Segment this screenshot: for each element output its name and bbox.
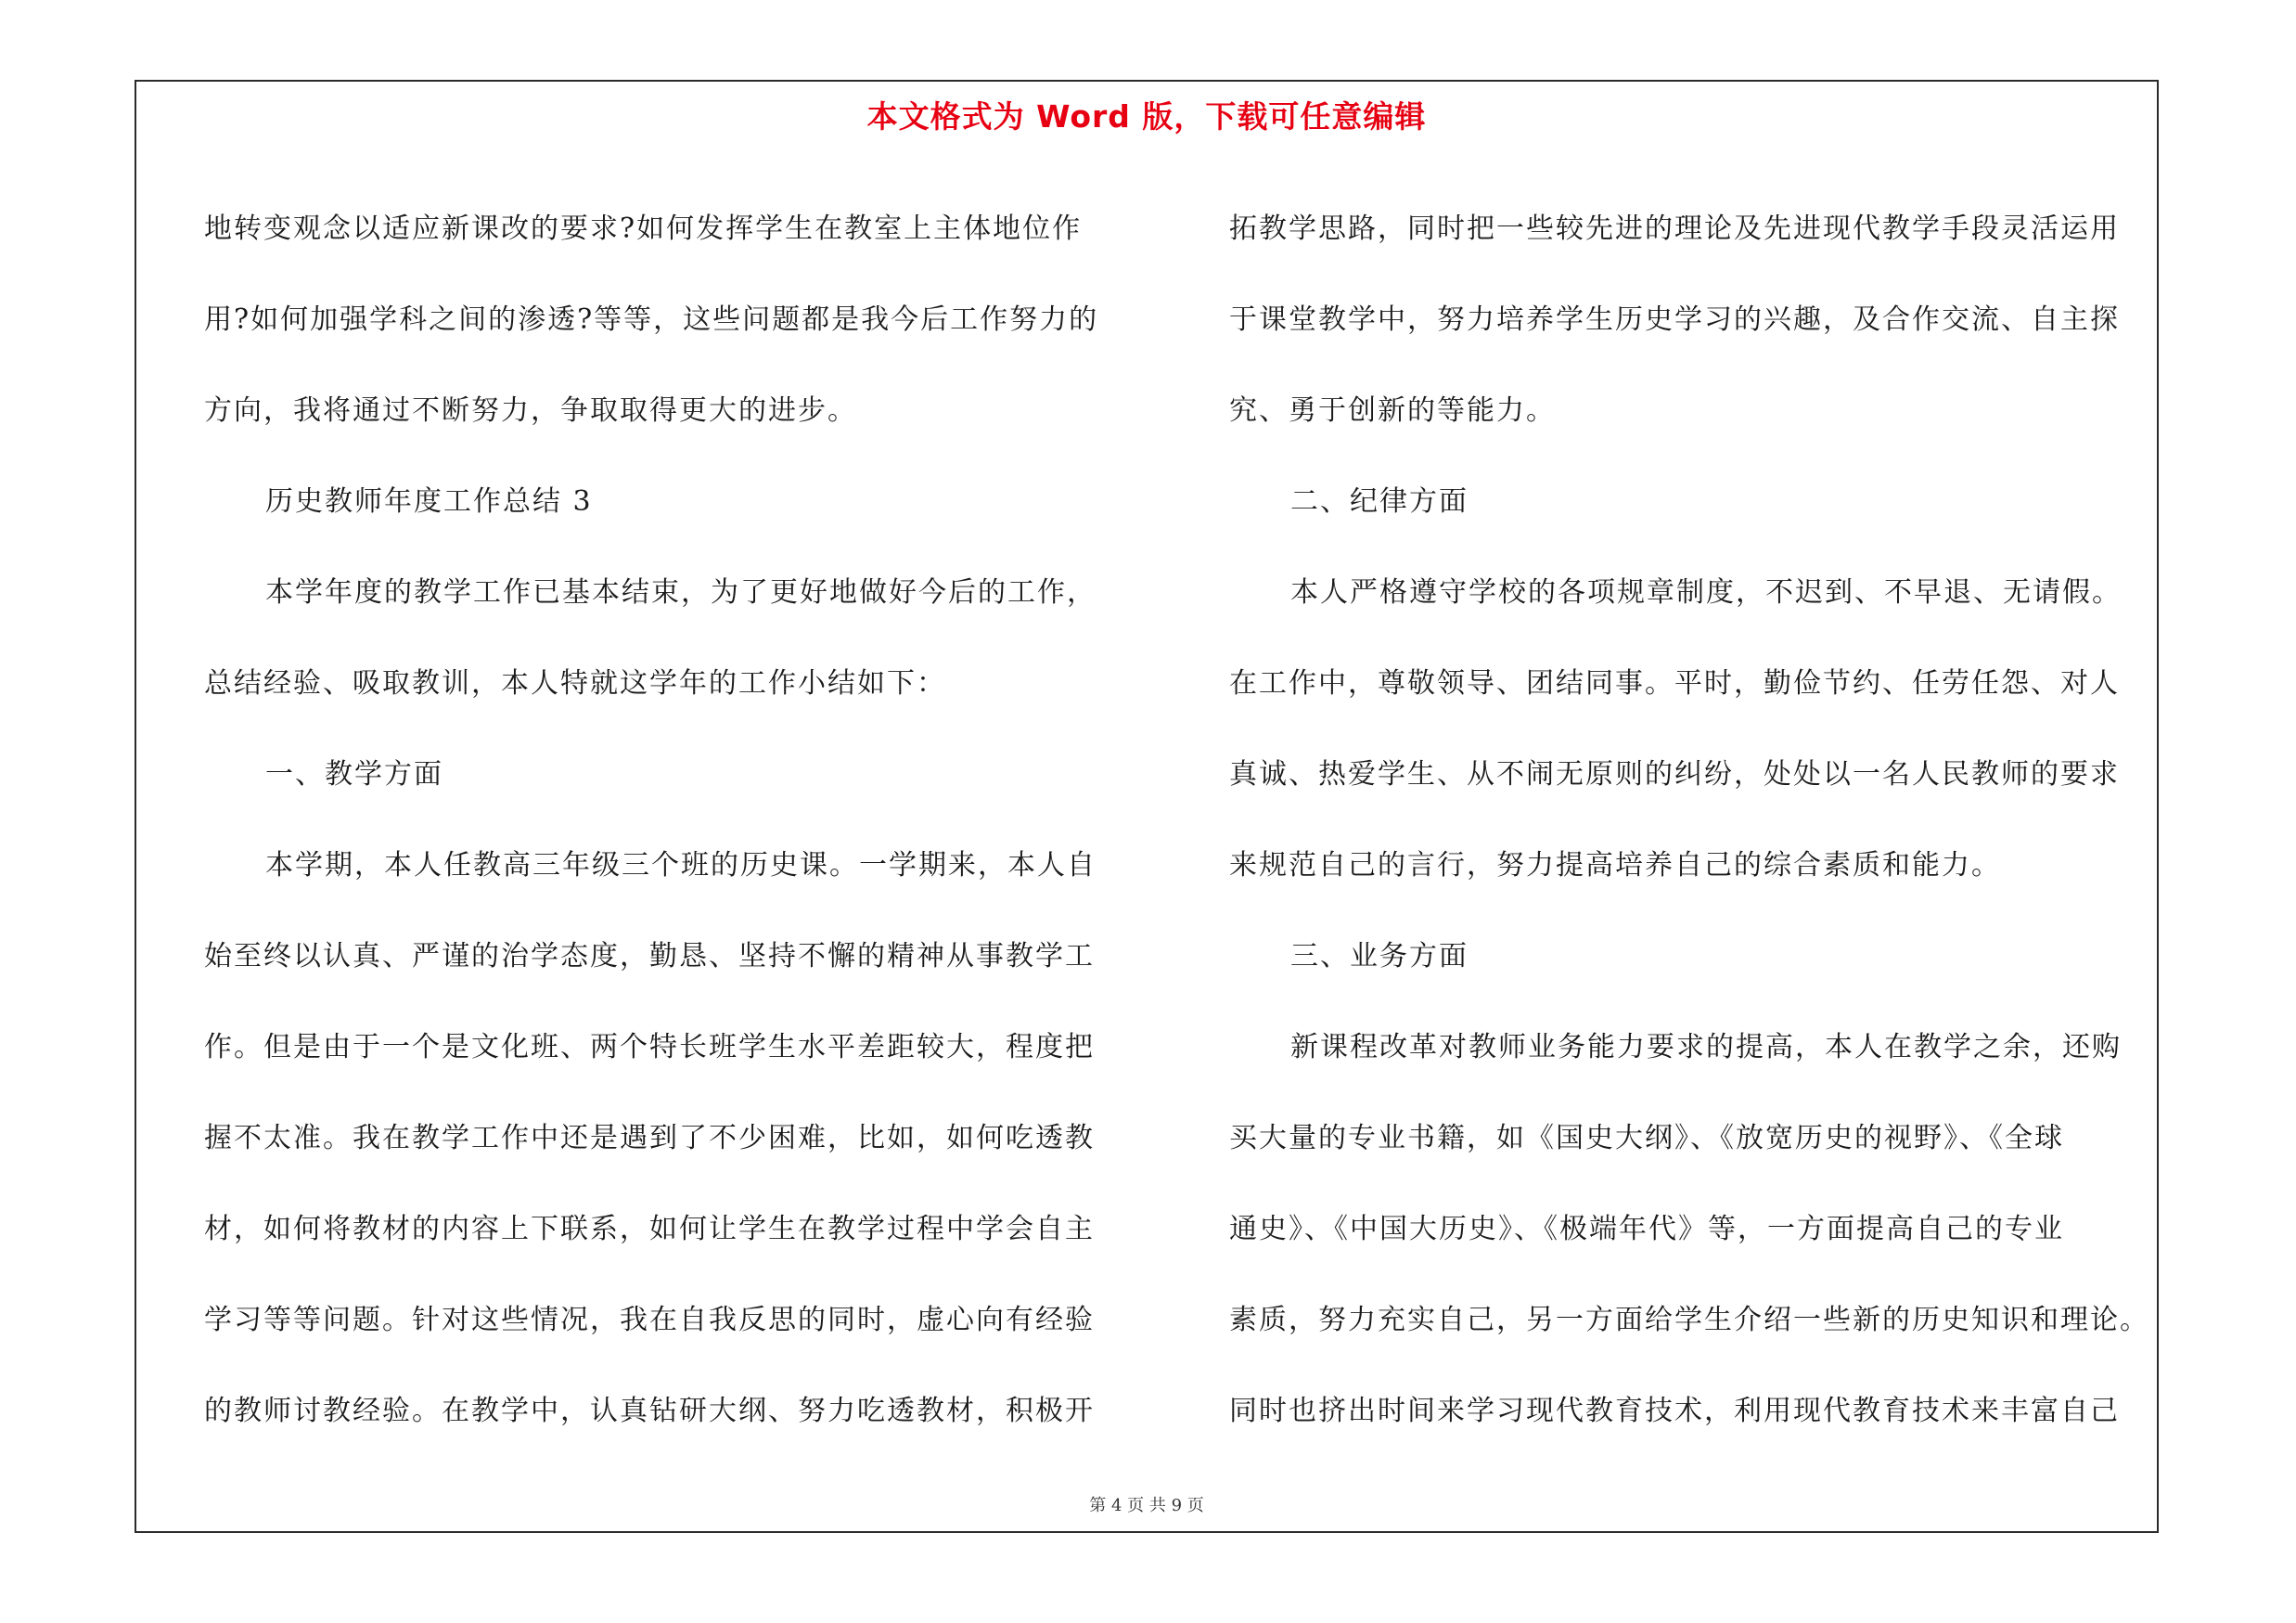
right-text-column [1229, 184, 2152, 1457]
text-line: 用?如何加强学科之间的渗透?等等，这些问题都是我今后工作努力的 [204, 303, 1099, 336]
text-line: 本学期，本人任教高三年级三个班的历史课。一学期来，本人自 [265, 849, 1097, 882]
text-line: 材，如何将教材的内容上下联系，如何让学生在教学过程中学会自主 [204, 1213, 1095, 1245]
text-line: 握不太准。我在教学工作中还是遇到了不少困难，比如，如何吃透教 [204, 1122, 1095, 1154]
text-line: 本人严格遵守学校的各项规章制度，不迟到、不早退、无请假。 [1290, 576, 2122, 609]
text-line: 来规范自己的言行，努力提高培养自己的综合素质和能力。 [1229, 849, 2001, 882]
text-line: 总结经验、吸取教训，本人特就这学年的工作小结如下： [204, 667, 946, 700]
text-line: 于课堂教学中，努力培养学生历史学习的兴趣，及合作交流、自主探 [1229, 303, 2120, 336]
header-banner: 本文格式为 Word 版，下载可任意编辑 [866, 98, 1427, 135]
text-line: 同时也挤出时间来学习现代教育技术，利用现代教育技术来丰富自己 [1229, 1395, 2120, 1427]
text-line: 作。但是由于一个是文化班、两个特长班学生水平差距较大，程度把 [204, 1031, 1095, 1063]
text-line: 在工作中，尊敬领导、团结同事。平时，勤俭节约、任劳任怨、对人 [1229, 667, 2120, 700]
text-line: 地转变观念以适应新课改的要求?如何发挥学生在教室上主体地位作 [204, 213, 1083, 245]
text-line: 始至终以认真、严谨的治学态度，勤恳、坚持不懈的精神从事教学工 [204, 940, 1095, 973]
left-text-column [204, 184, 1127, 1457]
section-title: 历史教师年度工作总结 3 [265, 485, 593, 518]
body-paragraph [204, 184, 1127, 1457]
text-line: 学习等等问题。针对这些情况，我在自我反思的同时，虚心向有经验 [204, 1304, 1095, 1336]
text-line: 买大量的专业书籍，如《国史大纲》、《放宽历史的视野》、《全球 [1229, 1122, 2064, 1154]
text-line: 新课程改革对教师业务能力要求的提高，本人在教学之余，还购 [1290, 1031, 2122, 1063]
text-line: 拓教学思路，同时把一些较先进的理论及先进现代教学手段灵活运用 [1229, 213, 2120, 245]
text-line: 素质，努力充实自己，另一方面给学生介绍一些新的历史知识和理论。 [1229, 1304, 2149, 1336]
text-line: 的教师讨教经验。在教学中，认真钻研大纲、努力吃透教材，积极开 [204, 1395, 1095, 1427]
page-number-footer: 第 4 页 共 9 页 [1089, 1496, 1204, 1515]
document-page [135, 80, 2159, 1533]
text-line: 真诚、热爱学生、从不闹无原则的纠纷，处处以一名人民教师的要求 [1229, 758, 2120, 791]
section-heading: 一、教学方面 [265, 758, 443, 791]
text-line: 本学年度的教学工作已基本结束，为了更好地做好今后的工作， [265, 576, 1097, 609]
section-heading: 二、纪律方面 [1290, 485, 1469, 518]
text-line: 究、勇于创新的等能力。 [1229, 394, 1556, 427]
text-line: 方向，我将通过不断努力，争取取得更大的进步。 [204, 394, 857, 427]
text-line: 通史》、《中国大历史》、《极端年代》等，一方面提高自己的专业 [1229, 1213, 2064, 1245]
section-heading: 三、业务方面 [1290, 940, 1469, 973]
body-paragraph [1229, 184, 2152, 1457]
